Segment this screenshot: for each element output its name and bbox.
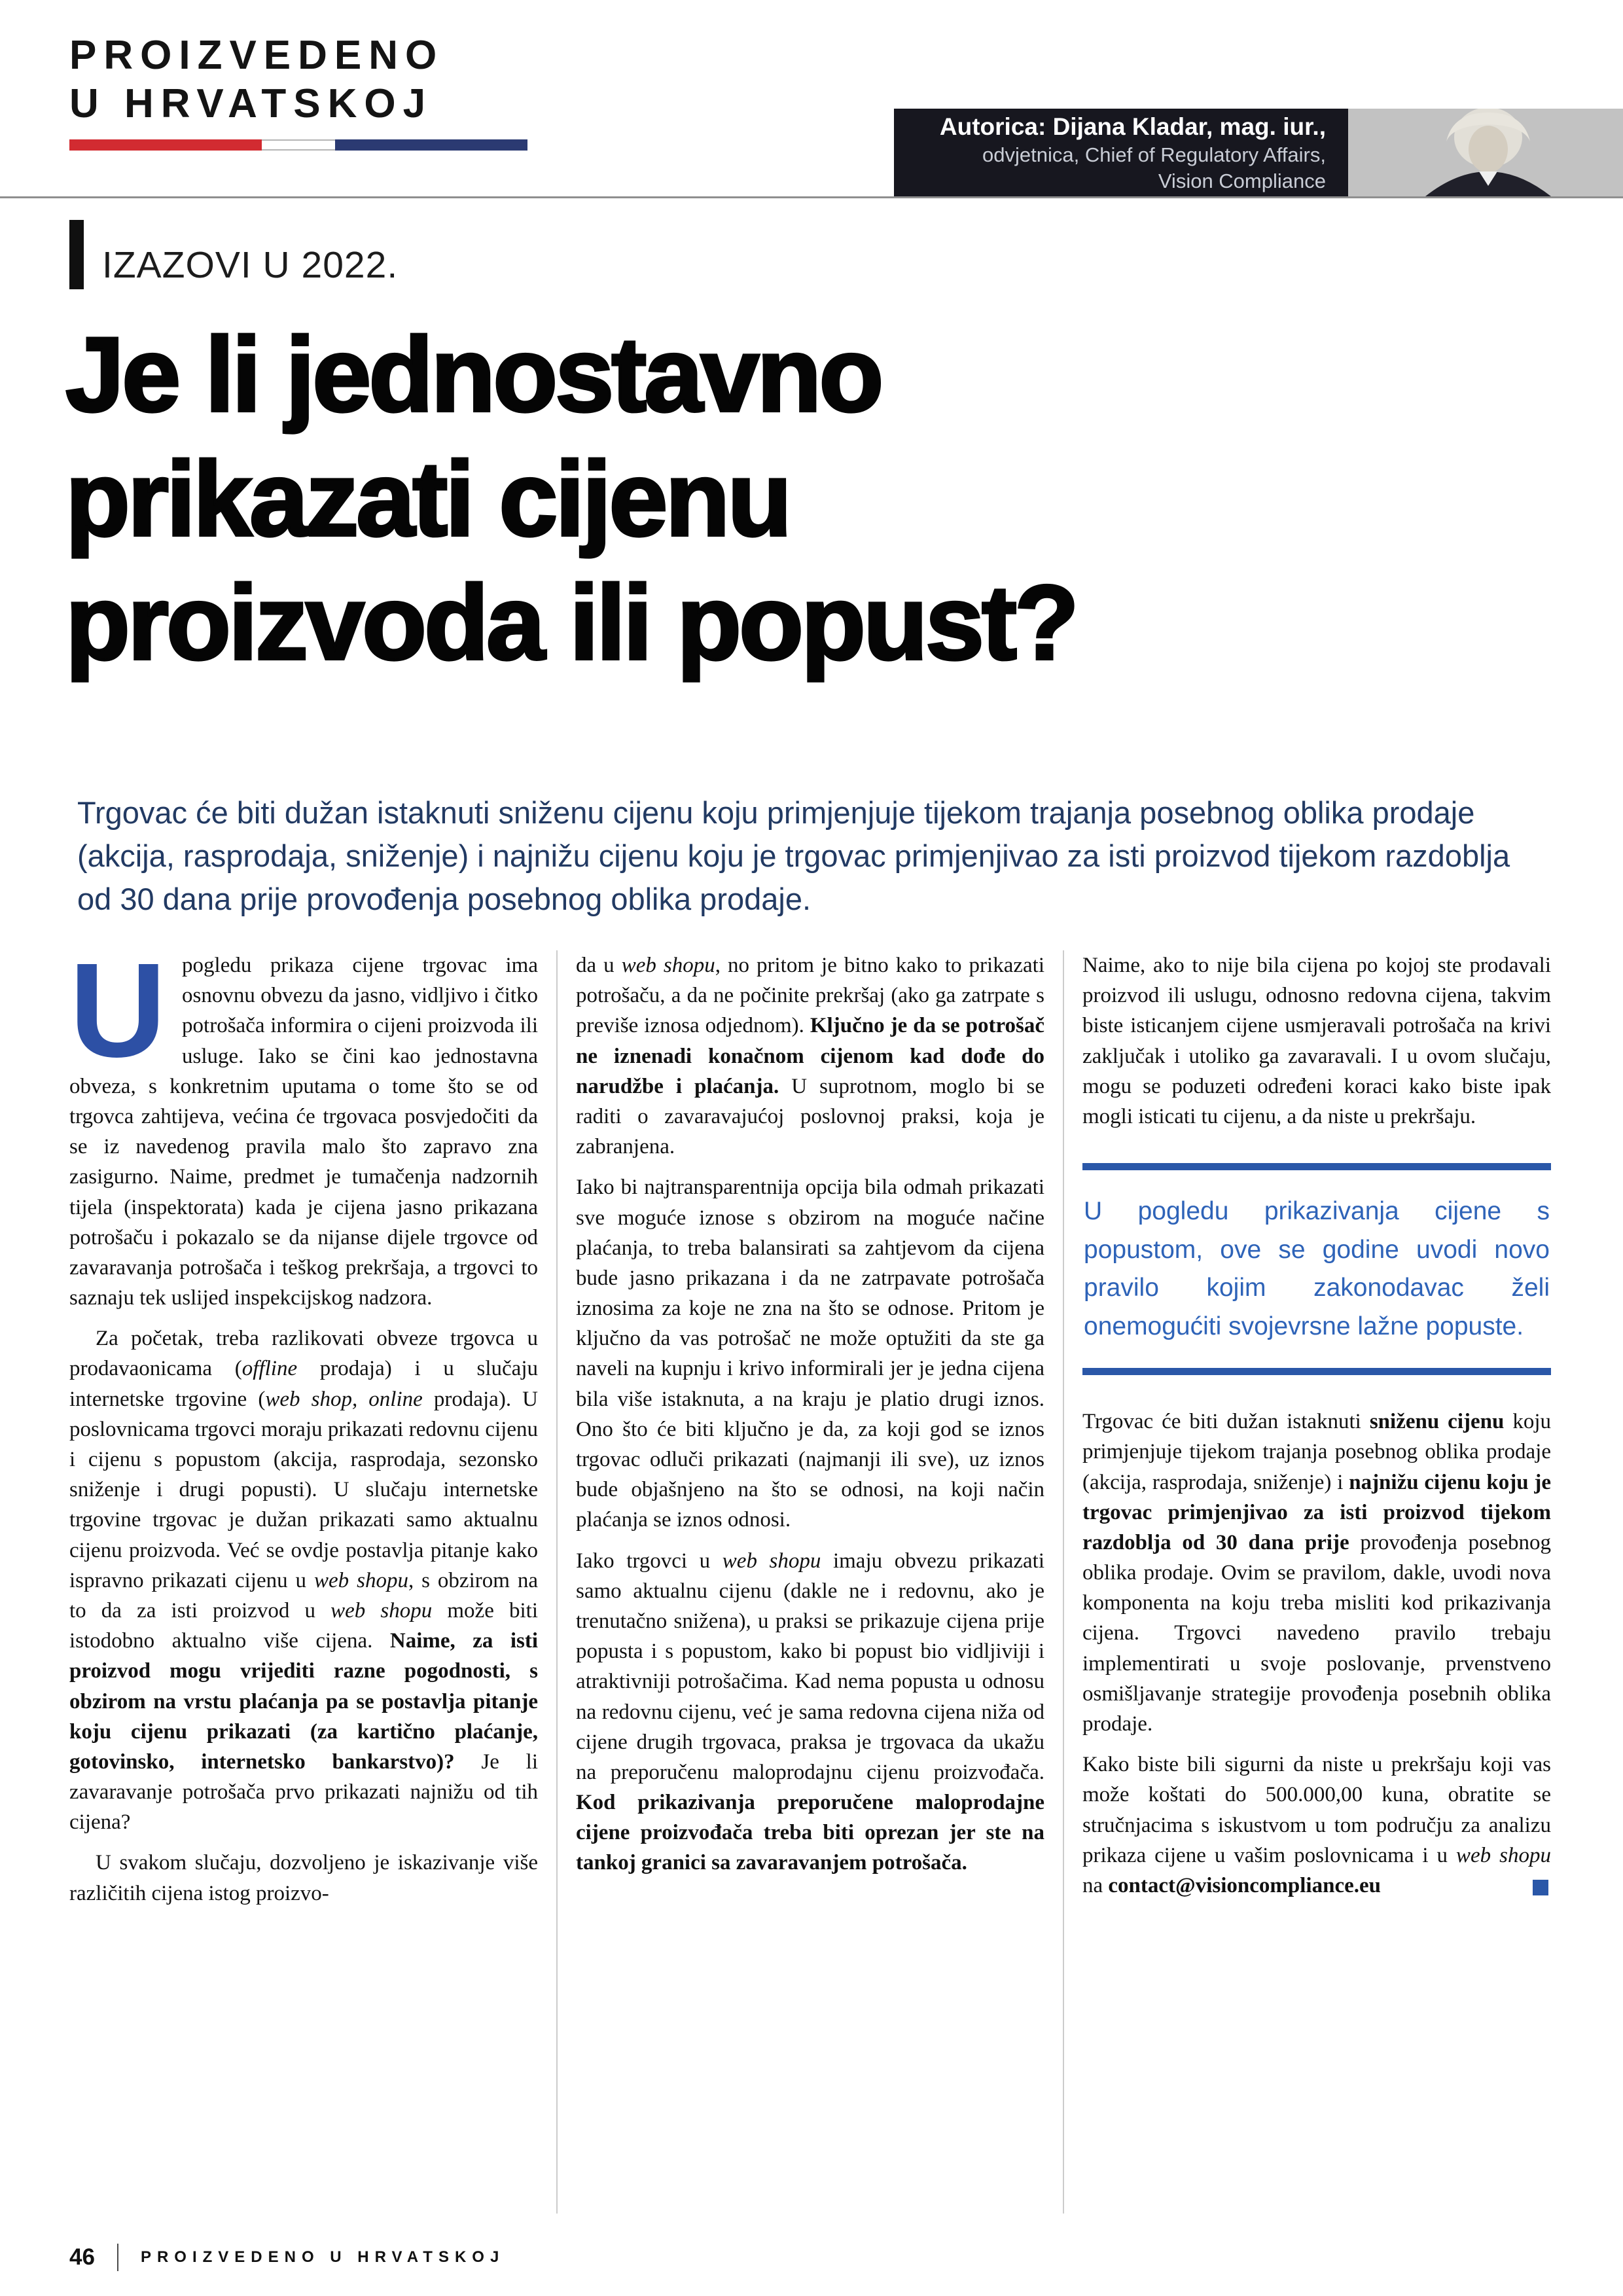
body-paragraph: Iako bi najtransparentnija opcija bila odmah prikazati sve moguće iznose s obzirom na moguće načine plaćanja, to treba balansirati sa zahtjevom da cijena bude jasno prikazana i da ne zatrpavate potrošača iznosima za koje ne zna na što se odnose. Pritom je ključno da vas potrošač ne može optužiti da ste ga naveli na kupnju i krivo informirali jer je jedna cijena bila više istaknuta, a na kraju je platio drugi iznos. Ono što će biti ključno je da, za koji god se iznos trgovac odluči prikazati (najmanji ili sve), uz iznos bude objašnjeno na što se odnosi, na koji način plaćanja se iznos odnosi. [576, 1175, 1044, 1532]
logo-line-1: PROIZVEDENO [69, 33, 444, 78]
flag-stripe-blue [335, 139, 527, 151]
author-name: Autorica: Dijana Kladar, mag. iur., [939, 113, 1326, 140]
body-paragraph: Naime, ako to nije bila cijena po kojoj ste prodavali proizvod ili uslugu, odnosno redovna cijena, takvim biste isticanjem cijene usmjeravali potrošača na krivi zaključak i utoliko ga zavaravali. I u ovom slučaju, mogu se poduzeti određeni koraci kako biste ipak mogli isticati tu cijenu, a da niste u prekršaju. [1082, 954, 1551, 1128]
footer-divider [117, 2244, 118, 2271]
author-text-block [940, 111, 1326, 194]
body-paragraph [69, 950, 538, 1313]
logo-line-2: U HRVATSKOJ [69, 81, 433, 127]
page-number: 46 [69, 2244, 95, 2270]
author-info-bar [894, 109, 1623, 196]
croatian-flag-bar [69, 139, 527, 151]
page-footer [69, 2244, 505, 2271]
headline-line-2: prikazati cijenu [65, 439, 790, 558]
kicker-bar [69, 220, 84, 289]
face-shape [1469, 126, 1508, 173]
drop-cap: U [69, 950, 167, 1085]
paragraph-text: pogledu prikaza cijene trgovac ima osnovnu obvezu da jasno, vidljivo i čitko potrošača informira o cijeni proizvoda ili usluge. Iako se čini kao jednostavna obveza, s konkretnim uputama o tome što se od trgovca zahtijeva, većina će trgovaca posvjedočiti da se iz navedenog pravila malo što zapravo zna zasigurno. Naime, predmet je tumačenja nadzornih tijela (inspektorata) kada je cijena jasno prikazana potrošaču i pokazalo se da nijanse dijele trgovce od zavaravanja potrošača i teškog prekršaja, a trgovci to saznaju tek uslijed inspekcijskog nadzora. [69, 954, 538, 1310]
section-kicker [69, 220, 398, 289]
headline-line-3: proizvoda ili popust? [65, 564, 1077, 683]
body-paragraph: Trgovac će biti dužan istaknuti sniženu cijenu koju primjenjuje tijekom trajanja posebnog oblika prodaje (akcija, rasprodaja, sniženje) i najnižu cijenu koju je trgovac primjenjivao za isti proizvod tijekom razdoblja od 30 dana prije provođenja posebnog oblika prodaje. Ovim se pravilom, dakle, uvodi nova komponenta na koju treba misliti kod prikazivanja cijena. Trgovci navedeno pravilo trebaju implementirati u svoje poslovanje, prvenstveno osmišljavanje strategije provođenja posebnih oblika prodaje. [1082, 1410, 1551, 1736]
body-paragraph: Iako trgovci u web shopu imaju obvezu prikazati samo aktualnu cijenu (dakle ne i redovnu, ako je trenutačno snižena), u praksi se prikazuje cijena prije popusta i s popustom, kako bi popust bio vidljiviji i atraktivniji potrošačima. Kad nema popusta u odnosu na redovnu cijenu, već je sama redovna cijena niža od cijene drugih trgovaca, praksa je trgovaca da ukažu na preporučenu maloprodajnu cijenu proizvođača. Kod prikazivanja preporučene maloprodajne cijene proizvođača treba biti oprezan jer ste na tankoj granici sa zavaravanjem potrošača. [576, 1549, 1045, 1875]
body-paragraph: Kako biste bili sigurni da niste u prekršaju koji vas može koštati do 500.000,00 kuna, obratite se stručnjacima s iskustvom u tom području za analizu prikaza cijene u vašim poslovnicama i u web shopu na contact@visioncompliance.eu [1082, 1753, 1551, 1897]
body-column-1 [69, 950, 538, 2214]
magazine-logo [69, 31, 541, 151]
body-column-3 [1082, 950, 1551, 2214]
author-portrait-photo [1348, 109, 1623, 196]
author-company: Vision Compliance [1158, 169, 1326, 192]
article-headline [65, 313, 1077, 685]
author-role: odvjetnica, Chief of Regulatory Affairs, [982, 143, 1326, 166]
column-divider [1063, 950, 1064, 2214]
highlight-callout: U pogledu prikazivanja cijene s popustom, ove se godine uvodi novo pravilo kojim zakonodavac želi onemogućiti svojevrsne lažne popuste. [1082, 1163, 1551, 1375]
header-divider [0, 196, 1623, 198]
end-of-article-marker [1533, 1880, 1548, 1895]
footer-magazine-title: PROIZVEDENO U HRVATSKOJ [140, 2248, 505, 2266]
section-label: IZAZOVI U 2022. [102, 244, 399, 286]
flag-stripe-white [262, 139, 335, 151]
headline-line-1: Je li jednostavno [65, 315, 882, 434]
body-column-2 [576, 950, 1044, 2214]
body-paragraph: Za početak, treba razlikovati obveze trgovca u prodavaonicama (offline prodaja) i u slučaju internetske trgovine (web shop, online prodaja). U poslovnicama trgovci moraju prikazati redovnu cijenu i cijenu s popustom (akcija, rasprodaja, sezonsko sniženje i drugi popusti). U slučaju internetske trgovine trgovac je dužan prikazati samo aktualnu cijenu proizvoda. Već se ovdje postavlja pitanje kako ispravno prikazati cijenu u web shopu, s obzirom na to da za isti proizvod u web shopu može biti istodobno aktualno više cijena. Naime, za isti proizvod mogu vrijediti razne pogodnosti, s obzirom na vrstu plaćanja pa se postavlja pitanje koju cijenu prikazati (za kartično plaćanje, gotovinsko, internetsko bankarstvo)? Je li zavaravanje potrošača prvo prikazati najnižu od tih cijena? [69, 1327, 539, 1835]
article-body [69, 950, 1554, 2214]
column-divider [556, 950, 558, 2214]
article-lead: Trgovac će biti dužan istaknuti sniženu cijenu koju primjenjuje tijekom trajanja posebnog oblika prodaje (akcija, rasprodaja, sniženje) i najnižu cijenu koju je trgovac primjenjivao za isti proizvod tijekom razdoblja od 30 dana prije provođenja posebnog oblika prodaje. [77, 795, 1510, 916]
body-paragraph: da u web shopu, no pritom je bitno kako to prikazati potrošaču, a da ne počinite prekršaj (ako ga zatrpate s previše iznosa odjednom). Ključno je da se potrošač ne iznenadi konačnom cijenom kad dođe do narudžbe i plaćanja. U suprotnom, moglo bi se raditi o zavaravajućoj poslovnoj praksi, koja je zabranjena. [576, 954, 1045, 1159]
flag-stripe-red [69, 139, 262, 151]
body-paragraph: U svakom slučaju, dozvoljeno je iskazivanje više različitih cijena istog proizvo- [69, 1851, 538, 1905]
email-link[interactable]: contact@visioncompliance.eu [1108, 1873, 1381, 1897]
